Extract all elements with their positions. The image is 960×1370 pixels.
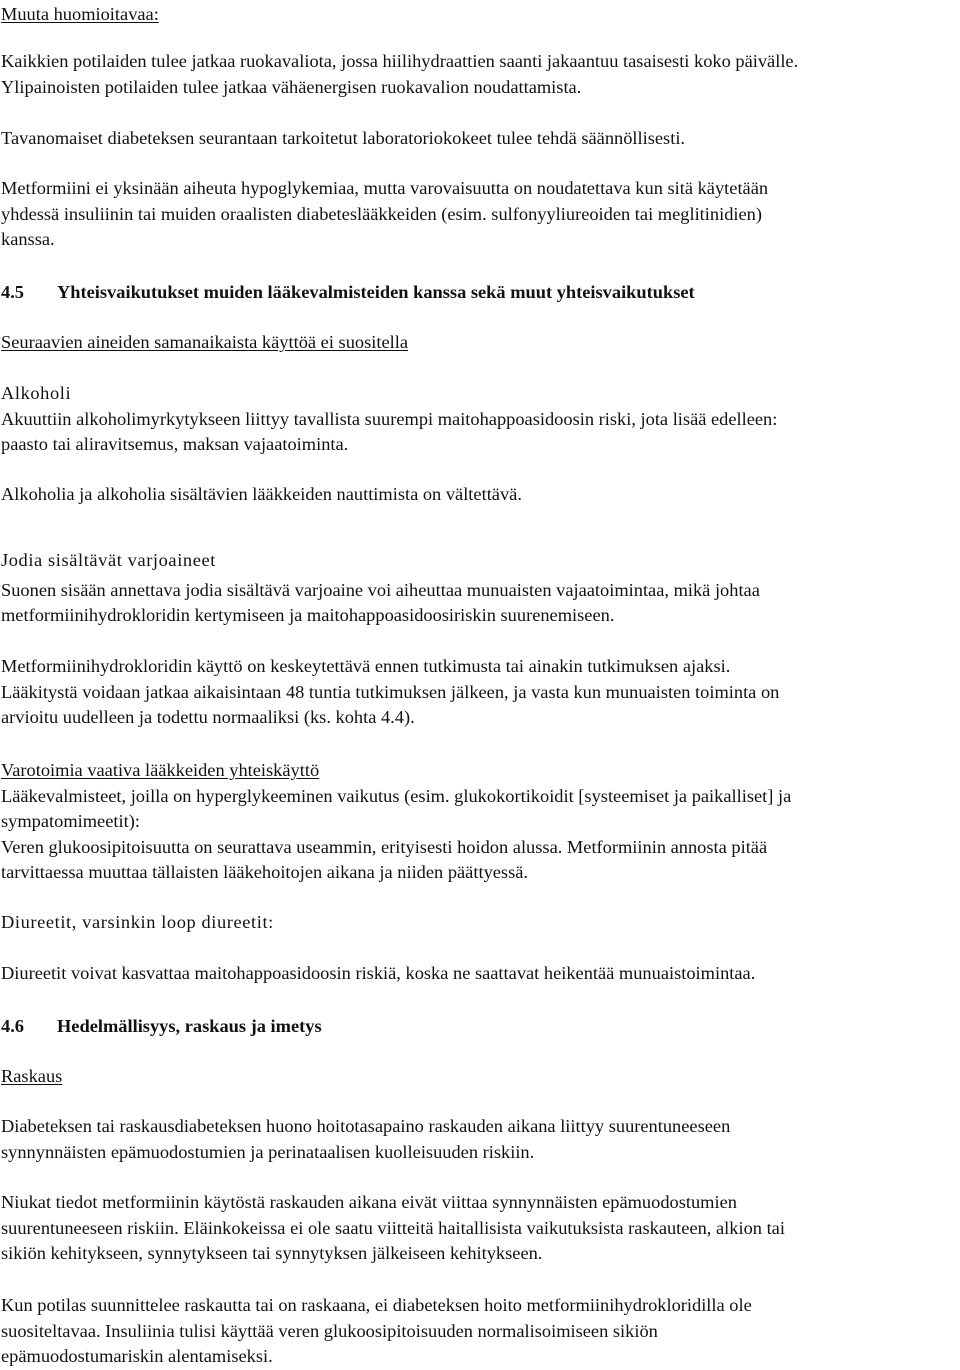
diuretics-heading: Diureetit, varsinkin loop diureetit: xyxy=(1,912,274,932)
pregnancy-heading: Raskaus xyxy=(1,1066,63,1086)
text-line: Kaikkien potilaiden tulee jatkaa ruokavaliota, jossa hiilihydraattien saanti jakaantuu tasaisesti koko päivälle. xyxy=(1,51,799,71)
text-line: sikiön kehitykseen, synnytykseen tai synnytyksen jälkeiseen kehitykseen. xyxy=(1,1243,543,1263)
text-line: suurentuneeseen riskiin. Eläinkokeissa ei ole saatu viitteitä haitallisista vaikutuksista raskauteen, alkion tai xyxy=(1,1217,785,1238)
diet-paragraph xyxy=(1,49,798,100)
section-title: Hedelmällisyys, raskaus ja imetys xyxy=(57,1016,322,1036)
text-line: paasto tai aliravitsemus, maksan vajaatoiminta. xyxy=(1,434,349,454)
alcohol-avoid-text: Alkoholia ja alkoholia sisältävien lääkkeiden nauttimista on vältettävä. xyxy=(1,484,522,504)
section-number: 4.6 xyxy=(1,1016,24,1036)
text-line: yhdessä insuliinin tai muiden oraalisten diabeteslääkkeiden (esim. sulfonyyliureoiden tai meglitinidien) xyxy=(1,203,762,224)
text-line: Lääkevalmisteet, joilla on hyperglykeeminen vaikutus (esim. glukokortikoidit [systeemiset ja paikalliset] ja xyxy=(1,785,792,806)
text-line: kanssa. xyxy=(1,229,55,249)
lab-tests-paragraph: Tavanomaiset diabeteksen seurantaan tarkoitetut laboratoriokokeet tulee tehdä säännöllisesti. xyxy=(1,128,686,148)
text-line: Kun potilas suunnittelee raskautta tai on raskaana, ei diabeteksen hoito metformiinihydrokloridilla ole xyxy=(1,1295,752,1315)
text-line: Akuuttiin alkoholimyrkytykseen liittyy tavallista suurempi maitohappoasidoosin riski, jota lisää edelleen: xyxy=(1,408,778,429)
pregnancy-paragraph-3 xyxy=(1,1293,752,1370)
text-line: synnynnäisten epämuodostumien ja perinataalisen kuolleisuuden riskiin. xyxy=(1,1141,535,1162)
section-4-5-heading xyxy=(1,280,695,306)
text-line: Niukat tiedot metformiinin käytöstä raskauden aikana eivät viittaa synnynnäisten epämuodostumien xyxy=(1,1192,737,1212)
text-line: Diabeteksen tai raskausdiabeteksen huono hoitotasapaino raskauden aikana liittyy suurentuneeseen xyxy=(1,1116,731,1136)
text-line: tarvittaessa muuttaa tällaisten lääkehoitojen aikana ja niiden päättyessä. xyxy=(1,862,528,882)
iodine-heading: Jodia sisältävät varjoaineet xyxy=(1,550,216,570)
section-title: Yhteisvaikutukset muiden lääkevalmisteiden kanssa sekä muut yhteisvaikutukset xyxy=(57,282,695,302)
text-line: Veren glukoosipitoisuutta on seurattava useammin, erityisesti hoidon alussa. Metformiinin annosta pitää xyxy=(1,836,768,857)
text-line: Suonen sisään annettava jodia sisältävä varjoaine voi aiheuttaa munuaisten vajaatoimintaa, mikä johtaa xyxy=(1,579,760,600)
text-line: Metformiini ei yksinään aiheuta hypoglykemiaa, mutta varovaisuutta on noudatettava kun sitä käytetään xyxy=(1,178,769,198)
section-number: 4.5 xyxy=(1,282,24,302)
other-notes-heading: Muuta huomioitavaa: xyxy=(1,4,159,24)
pregnancy-paragraph-2 xyxy=(1,1190,785,1267)
not-recommended-heading: Seuraavien aineiden samanaikaista käyttöä ei suositella xyxy=(1,332,409,352)
alcohol-block xyxy=(1,381,777,458)
iodine-block xyxy=(1,548,760,629)
alcohol-heading: Alkoholi xyxy=(1,383,72,403)
text-line: epämuodostumariskin alentamiseksi. xyxy=(1,1346,273,1366)
hypoglycemia-paragraph xyxy=(1,176,768,253)
pregnancy-paragraph-1 xyxy=(1,1114,730,1165)
caution-heading: Varotoimia vaativa lääkkeiden yhteiskäyttö xyxy=(1,760,320,780)
caution-block xyxy=(1,758,791,886)
text-line: arvioitu uudelleen ja todettu normaaliksi (ks. kohta 4.4). xyxy=(1,707,415,727)
section-4-6-heading xyxy=(1,1014,322,1040)
diuretics-text: Diureetit voivat kasvattaa maitohappoasidoosin riskiä, koska ne saattavat heikentää munuaistoimintaa. xyxy=(1,963,756,983)
text-line: Ylipainoisten potilaiden tulee jatkaa vähäenergisen ruokavalion noudattamista. xyxy=(1,76,582,97)
text-line: metformiinihydrokloridin kertymiseen ja maitohappoasidoosiriskin suurenemiseen. xyxy=(1,605,615,625)
iodine-block-2 xyxy=(1,654,779,731)
text-line: Lääkitystä voidaan jatkaa aikaisintaan 48 tuntia tutkimuksen jälkeen, ja vasta kun munuaisten toiminta on xyxy=(1,681,780,702)
text-line: sympatomimeetit): xyxy=(1,811,140,831)
text-line: suositeltavaa. Insuliinia tulisi käyttää veren glukoosipitoisuuden normalisoimiseen sikiön xyxy=(1,1320,658,1341)
text-line: Metformiinihydrokloridin käyttö on keskeytettävä ennen tutkimusta tai ainakin tutkimuksen ajaksi. xyxy=(1,656,731,676)
